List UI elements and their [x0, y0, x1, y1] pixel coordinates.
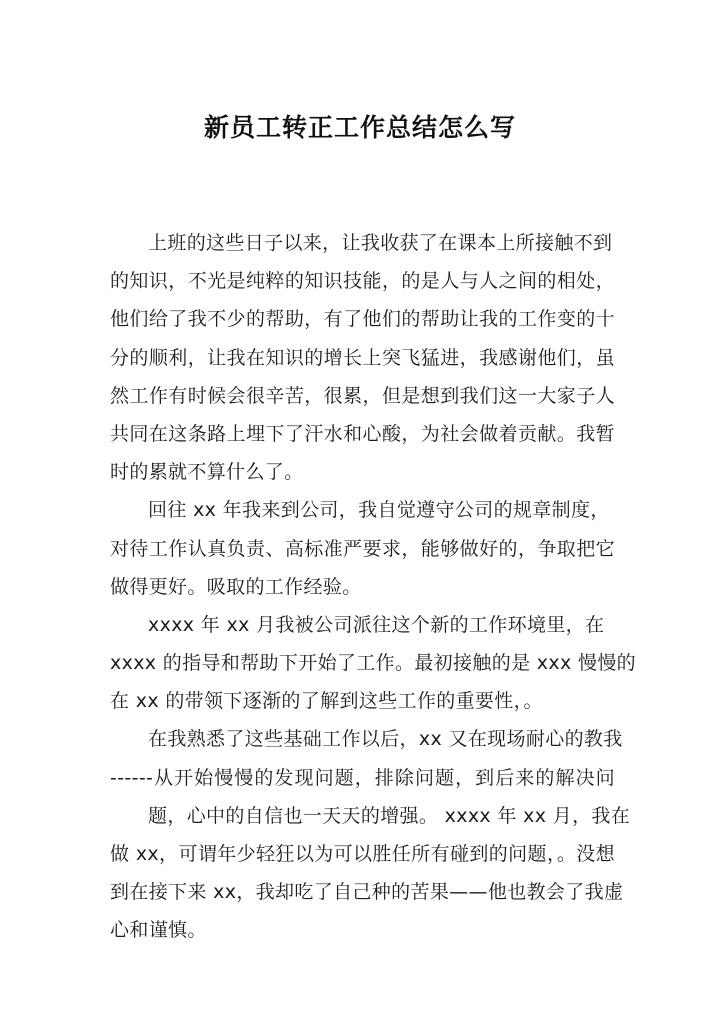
paragraph-3 [110, 606, 637, 721]
paragraph-2 [110, 491, 615, 606]
text-line: xxxx 年 xx 月我被公司派往这个新的工作环境里，在 [148, 613, 605, 636]
text-line: 心和谨慎。 [110, 919, 207, 942]
text-line: 共同在这条路上埋下了汗水和心酸，为社会做着贡献。我暂 [110, 422, 615, 445]
text-line: 他们给了我不少的帮助，有了他们的帮助让我的工作变的十 [110, 308, 615, 331]
paragraph-1 [110, 224, 615, 491]
text-line: 到在接下来 xx，我却吃了自己种的苦果——他也教会了我虚 [110, 881, 624, 904]
text-line: 时的累就不算什么了。 [110, 461, 304, 484]
text-line: xxxx 的指导和帮助下开始了工作。最初接触的是 xxx 慢慢的 [110, 652, 637, 675]
text-line: 的知识，不光是纯粹的知识技能，的是人与人之间的相处， [110, 270, 615, 293]
text-line: 在 xx 的带领下逐渐的了解到这些工作的重要性，。 [110, 690, 543, 713]
paragraph-4 [110, 720, 631, 949]
text-line: ------从开始慢慢的发现问题，排除问题，到后来的解决问 [110, 766, 615, 789]
text-line: 做 xx，可谓年少轻狂以为可以胜任所有碰到的问题，。没想 [110, 843, 615, 865]
document-title: 新员工转正工作总结怎么写 [203, 113, 516, 142]
text-line: 回往 xx 年我来到公司，我自觉遵守公司的规章制度， [148, 499, 610, 522]
text-line: 分的顺利，让我在知识的增长上突飞猛进，我感谢他们，虽 [110, 346, 615, 369]
text-line: 上班的这些日子以来，让我收获了在课本上所接触不到 [148, 232, 613, 254]
text-line: 做得更好。吸取的工作经验。 [110, 575, 362, 598]
text-line: 题，心中的自信也一天天的增强。 xxxx 年 xx 月，我在 [148, 804, 631, 827]
text-line: 在我熟悉了这些基础工作以后，xx 又在现场耐心的教我 [148, 728, 623, 751]
document-body [110, 224, 637, 950]
text-line: 对待工作认真负责、高标准严要求，能够做好的，争取把它 [110, 537, 615, 560]
text-line: 然工作有时候会很辛苦，很累，但是想到我们这一大家子人 [110, 384, 615, 407]
